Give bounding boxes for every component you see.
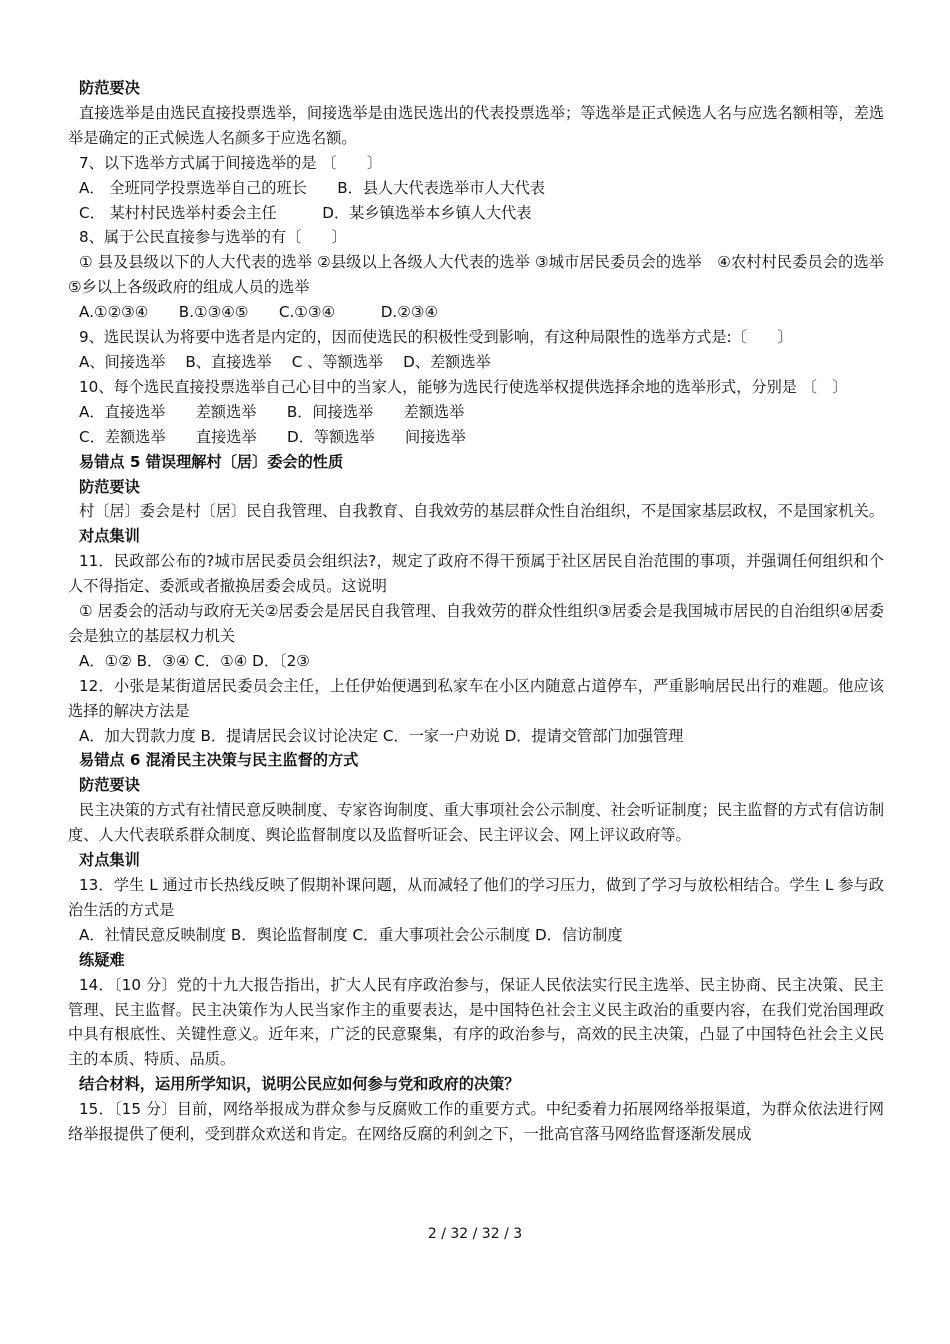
section-label: 对点集训 bbox=[79, 527, 140, 546]
question-15: 15．〔15 分〕目前，网络举报成为群众参与反腐败工作的重要方式。中纪委着力拓展网络举报渠道，为群众依法进行网络举报提供了便利，受到群众欢送和肯定。在网络反腐的利剑之下，一批高官落马网络监督逐渐发展成 bbox=[68, 1100, 884, 1144]
question-10: 10、每个选民直接投票选举自己心目中的当家人，能够为选民行使选举权提供选择余地的选举形式，分别是 〔 〕 bbox=[79, 377, 848, 396]
question-12-options: A．加大罚款力度 B．提请居民会议讨论决定 C．一家一户劝说 D．提请交管部门加强管理 bbox=[79, 726, 684, 745]
question-7-options-cd: C． 某村村民选举村委会主任 D．某乡镇选举本乡镇人大代表 bbox=[79, 203, 532, 222]
paragraph: 村〔居〕委会是村〔居〕民自我管理、自我教育、自我效劳的基层群众性自治组织，不是国家基层政权，不是国家机关。 bbox=[79, 502, 884, 521]
question-14: 14．〔10 分〕党的十九大报告指出，扩大人民有序政治参与，保证人民依法实行民主选举、民主协商、民主决策、民主管理、民主监督。民主决策作为人民当家作主的重要表达，是中国特色社会主义民主政治的重要内容，在我们党治国理政中具有根底性、关键性意义。近年来，广泛的民意聚集，有序的政治参与，高效的民主决策，凸显了中国特色社会主义民主的本质、特质、品质。 bbox=[68, 975, 884, 1069]
question-8-items: ① 县及县级以下的人大代表的选举 ②县级以上各级人大代表的选举 ③城市居民委员会的选举 ④农村村民委员会的选举 ⑤乡以上各级政府的组成人员的选举 bbox=[68, 253, 900, 297]
page-number: 2 / 32 / 32 / 3 bbox=[427, 1226, 523, 1242]
section-label: 防范要决 bbox=[79, 79, 140, 97]
question-9: 9、选民误认为将要中选者是内定的，因而使选民的积极性受到影响，有这种局限性的选举方式是:〔 〕 bbox=[79, 328, 793, 347]
section-heading: 易错点 5 错误理解村〔居〕委会的性质 bbox=[79, 452, 344, 471]
document-page bbox=[68, 76, 900, 1147]
section-heading: 易错点 6 混淆民主决策与民主监督的方式 bbox=[79, 751, 359, 770]
question-13: 13．学生 L 通过市长热线反映了假期补课问题，从而减轻了他们的学习压力，做到了学习与放松相结合。学生 L 参与政治生活的方式是 bbox=[68, 876, 884, 919]
question-8-options: A.①②③④ B.①③④⑤ C.①③④ D.②③④ bbox=[79, 303, 439, 322]
question-10-options-cd: C．差额选举 直接选举 D．等额选举 间接选举 bbox=[79, 427, 466, 446]
section-label: 防范要诀 bbox=[79, 477, 140, 496]
question-11: 11．民政部公布的?城市居民委员会组织法?，规定了政府不得干预属于社区居民自治范围的事项，并强调任何组织和个人不得指定、委派或者撤换居委会成员。这说明 bbox=[68, 552, 884, 596]
question-11-options: A．①② B．③④ C．①④ D．〔2③ bbox=[79, 651, 310, 670]
question-12: 12．小张是某街道居民委员会主任，上任伊始便遇到私家车在小区内随意占道停车，严重影响居民出行的难题。他应该选择的解决方法是 bbox=[68, 676, 884, 720]
section-label: 防范要诀 bbox=[79, 776, 140, 795]
question-14-prompt: 结合材料，运用所学知识，说明公民应如何参与党和政府的决策？ bbox=[79, 1075, 520, 1094]
paragraph: 直接选举是由选民直接投票选举，间接选举是由选民选出的代表投票选举；等选举是正式候选人名与应选名额相等，差选举是确定的正式候选人名颜多于应选名额。 bbox=[68, 103, 884, 147]
question-7-options-ab: A． 全班同学投票选举自己的班长 B．县人大代表选举市人大代表 bbox=[79, 178, 546, 197]
section-label: 练疑难 bbox=[79, 950, 125, 969]
section-label: 对点集训 bbox=[79, 851, 140, 870]
paragraph: 民主决策的方式有社情民意反映制度、专家咨询制度、重大事项社会公示制度、社会听证制度；民主监督的方式有信访制度、人大代表联系群众制度、舆论监督制度以及监督听证会、民主评议会、网上评议政府等。 bbox=[68, 801, 884, 845]
question-10-options-ab: A．直接选举 差额选举 B．间接选举 差额选举 bbox=[79, 402, 465, 421]
question-8: 8、属于公民直接参与选举的有〔 〕 bbox=[79, 228, 347, 247]
question-11-items: ① 居委会的活动与政府无关②居委会是居民自我管理、自我效劳的群众性组织③居委会是我国城市居民的自治组织④居委会是独立的基层权力机关 bbox=[68, 602, 884, 645]
question-13-options: A．社情民意反映制度 B．舆论监督制度 C．重大事项社会公示制度 D．信访制度 bbox=[79, 925, 623, 944]
question-7: 7、以下选举方式属于间接选举的是 〔 〕 bbox=[79, 153, 383, 172]
question-9-options: A、间接选举 B、直接选举 C 、等额选举 D、差额选举 bbox=[79, 352, 491, 371]
